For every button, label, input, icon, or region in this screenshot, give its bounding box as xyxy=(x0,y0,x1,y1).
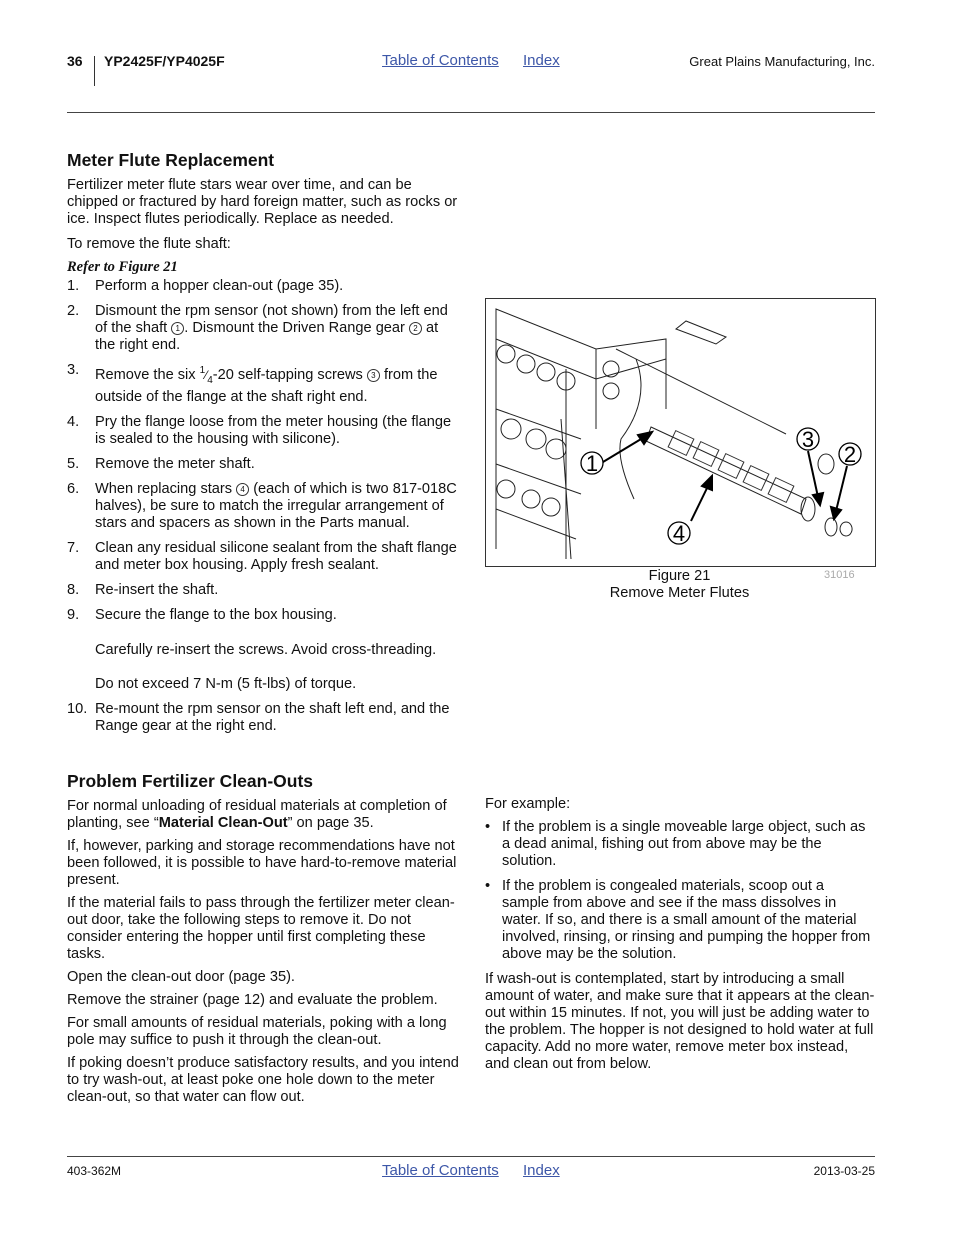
clean-outs-p6: For small amounts of residual materials, poking with a long pole may suffice to push it through the clean-out. xyxy=(67,1015,447,1048)
list-item: • If the problem is congealed materials, scoop out a sample from above and see if the mass dissolves in water. If so, and there is a small amount of the material involved, rinsing, or rinsing and pumping the hopper from above may be the solution. xyxy=(485,878,875,963)
header-rule xyxy=(67,112,875,113)
step-9-note-2: Do not exceed 7 N-m (5 ft-lbs) of torque. xyxy=(95,675,357,692)
callout-3 xyxy=(797,427,819,452)
step-5: 5. Remove the meter shaft. xyxy=(67,455,255,472)
header-toc-link[interactable]: Table of Contents xyxy=(382,52,499,69)
clean-outs-p5: Remove the strainer (page 12) and evaluate the problem. xyxy=(67,992,438,1008)
meter-flute-illustration xyxy=(486,299,875,566)
section-lead: To remove the flute shaft: xyxy=(67,236,231,252)
doc-number: 403-362M xyxy=(67,1164,122,1178)
clean-outs-p7: If poking doesn’t produce satisfactory results, and you intend to try wash-out, at least poke one hole down to the meter clean-out, so that water can flow out. xyxy=(67,1055,459,1105)
callout-marker: 2 xyxy=(409,322,422,335)
callout-1 xyxy=(581,451,603,476)
wash-out-paragraph: If wash-out is contemplated, start by introducing a small amount of water, and make sure that it appears at the clean-out within 15 minutes. If not, you will just be adding water to the problem. The hopper is not designed to hold water at full capacity. Add no more water, remove meter box instead, and clean out from below. xyxy=(485,971,875,1072)
footer-index-link[interactable]: Index xyxy=(523,1162,560,1179)
figure-title: Remove Meter Flutes xyxy=(609,585,750,601)
callout-2 xyxy=(839,442,861,467)
figure-id: 31016 xyxy=(824,569,855,581)
svg-text:1: 1 xyxy=(585,451,599,476)
figure-number: Figure 21 xyxy=(648,568,711,584)
example-list xyxy=(485,819,875,963)
company-name: Great Plains Manufacturing, Inc. xyxy=(689,54,875,69)
step-3: 3. Remove the six $^1⁄_4-20$ self-tapping screws 3 from the outside of the flange at the shaft right end. xyxy=(67,362,438,405)
clean-outs-p4: Open the clean-out door (page 35). xyxy=(67,969,295,985)
page-number: 36 xyxy=(67,53,83,69)
footer-rule xyxy=(67,1156,875,1157)
clean-outs-p1: For normal unloading of residual materials at completion of planting, see “Material Clean-Out” on page 35. xyxy=(67,798,447,831)
step-7: 7. Clean any residual silicone sealant from the shaft flange and meter box housing. Apply fresh sealant. xyxy=(67,539,457,573)
doc-date: 2013-03-25 xyxy=(813,1164,875,1178)
clean-outs-p2: If, however, parking and storage recommendations have not been followed, it is possible to have hard-to-remove material present. xyxy=(67,838,457,888)
section-intro: Fertilizer meter flute stars wear over time, and can be chipped or fractured by hard foreign matter, such as rocks or ice. Inspect flutes periodically. Replace as needed. xyxy=(67,177,458,227)
footer-toc-link[interactable]: Table of Contents xyxy=(382,1162,499,1179)
figure-reference: Refer to Figure 21 xyxy=(67,259,178,275)
step-6: 6. When replacing stars 4 (each of which is two 817-018C halves), be sure to match the irregular arrangement of stars and spacers as shown in the Parts manual. xyxy=(67,480,457,531)
section-title-meter-flute: Meter Flute Replacement xyxy=(67,150,275,170)
figure-21-box xyxy=(485,298,876,567)
clean-outs-p3: If the material fails to pass through the fertilizer meter clean-out door, take the following steps to remove it. Do not consider entering the hopper until first completing these tasks. xyxy=(67,895,455,962)
steps-list xyxy=(67,278,462,735)
step-1: 1. Perform a hopper clean-out (page 35). xyxy=(67,278,344,294)
example-lead: For example: xyxy=(485,796,571,812)
header-divider xyxy=(94,56,95,86)
svg-text:3: 3 xyxy=(801,427,815,452)
step-4: 4. Pry the flange loose from the meter housing (the flange is sealed to the housing with silicone). xyxy=(67,413,452,447)
svg-text:2: 2 xyxy=(843,442,857,467)
meter-flute-section xyxy=(67,150,462,743)
step-2: 2. Dismount the rpm sensor (not shown) from the left end of the shaft 1 . Dismount the Driven Range gear 2 at the right end. xyxy=(67,303,448,353)
callout-marker: 4 xyxy=(236,483,249,496)
clean-outs-right-column xyxy=(485,796,875,1073)
section-title-clean-outs: Problem Fertilizer Clean-Outs xyxy=(67,771,314,791)
list-item: • If the problem is a single moveable large object, such as a dead animal, fishing out from above may be the solution. xyxy=(485,819,875,870)
svg-text:4: 4 xyxy=(672,521,686,546)
clean-outs-section xyxy=(67,771,459,1106)
header-index-link[interactable]: Index xyxy=(523,52,560,69)
step-10: 10. Re-mount the rpm sensor on the shaft left end, and the Range gear at the right end. xyxy=(67,700,450,734)
callout-4 xyxy=(668,521,690,546)
callout-marker: 3 xyxy=(367,369,380,382)
model-name: YP2425F/YP4025F xyxy=(104,53,225,69)
step-9: 9. Secure the flange to the box housing. Carefully re-insert the screws. Avoid cross-threading. Do not exceed 7 N-m (5 ft-lbs) of torque. xyxy=(67,607,462,693)
step-8: 8. Re-insert the shaft. xyxy=(67,581,219,598)
callout-marker: 1 xyxy=(171,322,184,335)
step-9-note-1: Carefully re-insert the screws. Avoid cross-threading. xyxy=(95,641,437,658)
figure-caption xyxy=(485,568,874,602)
